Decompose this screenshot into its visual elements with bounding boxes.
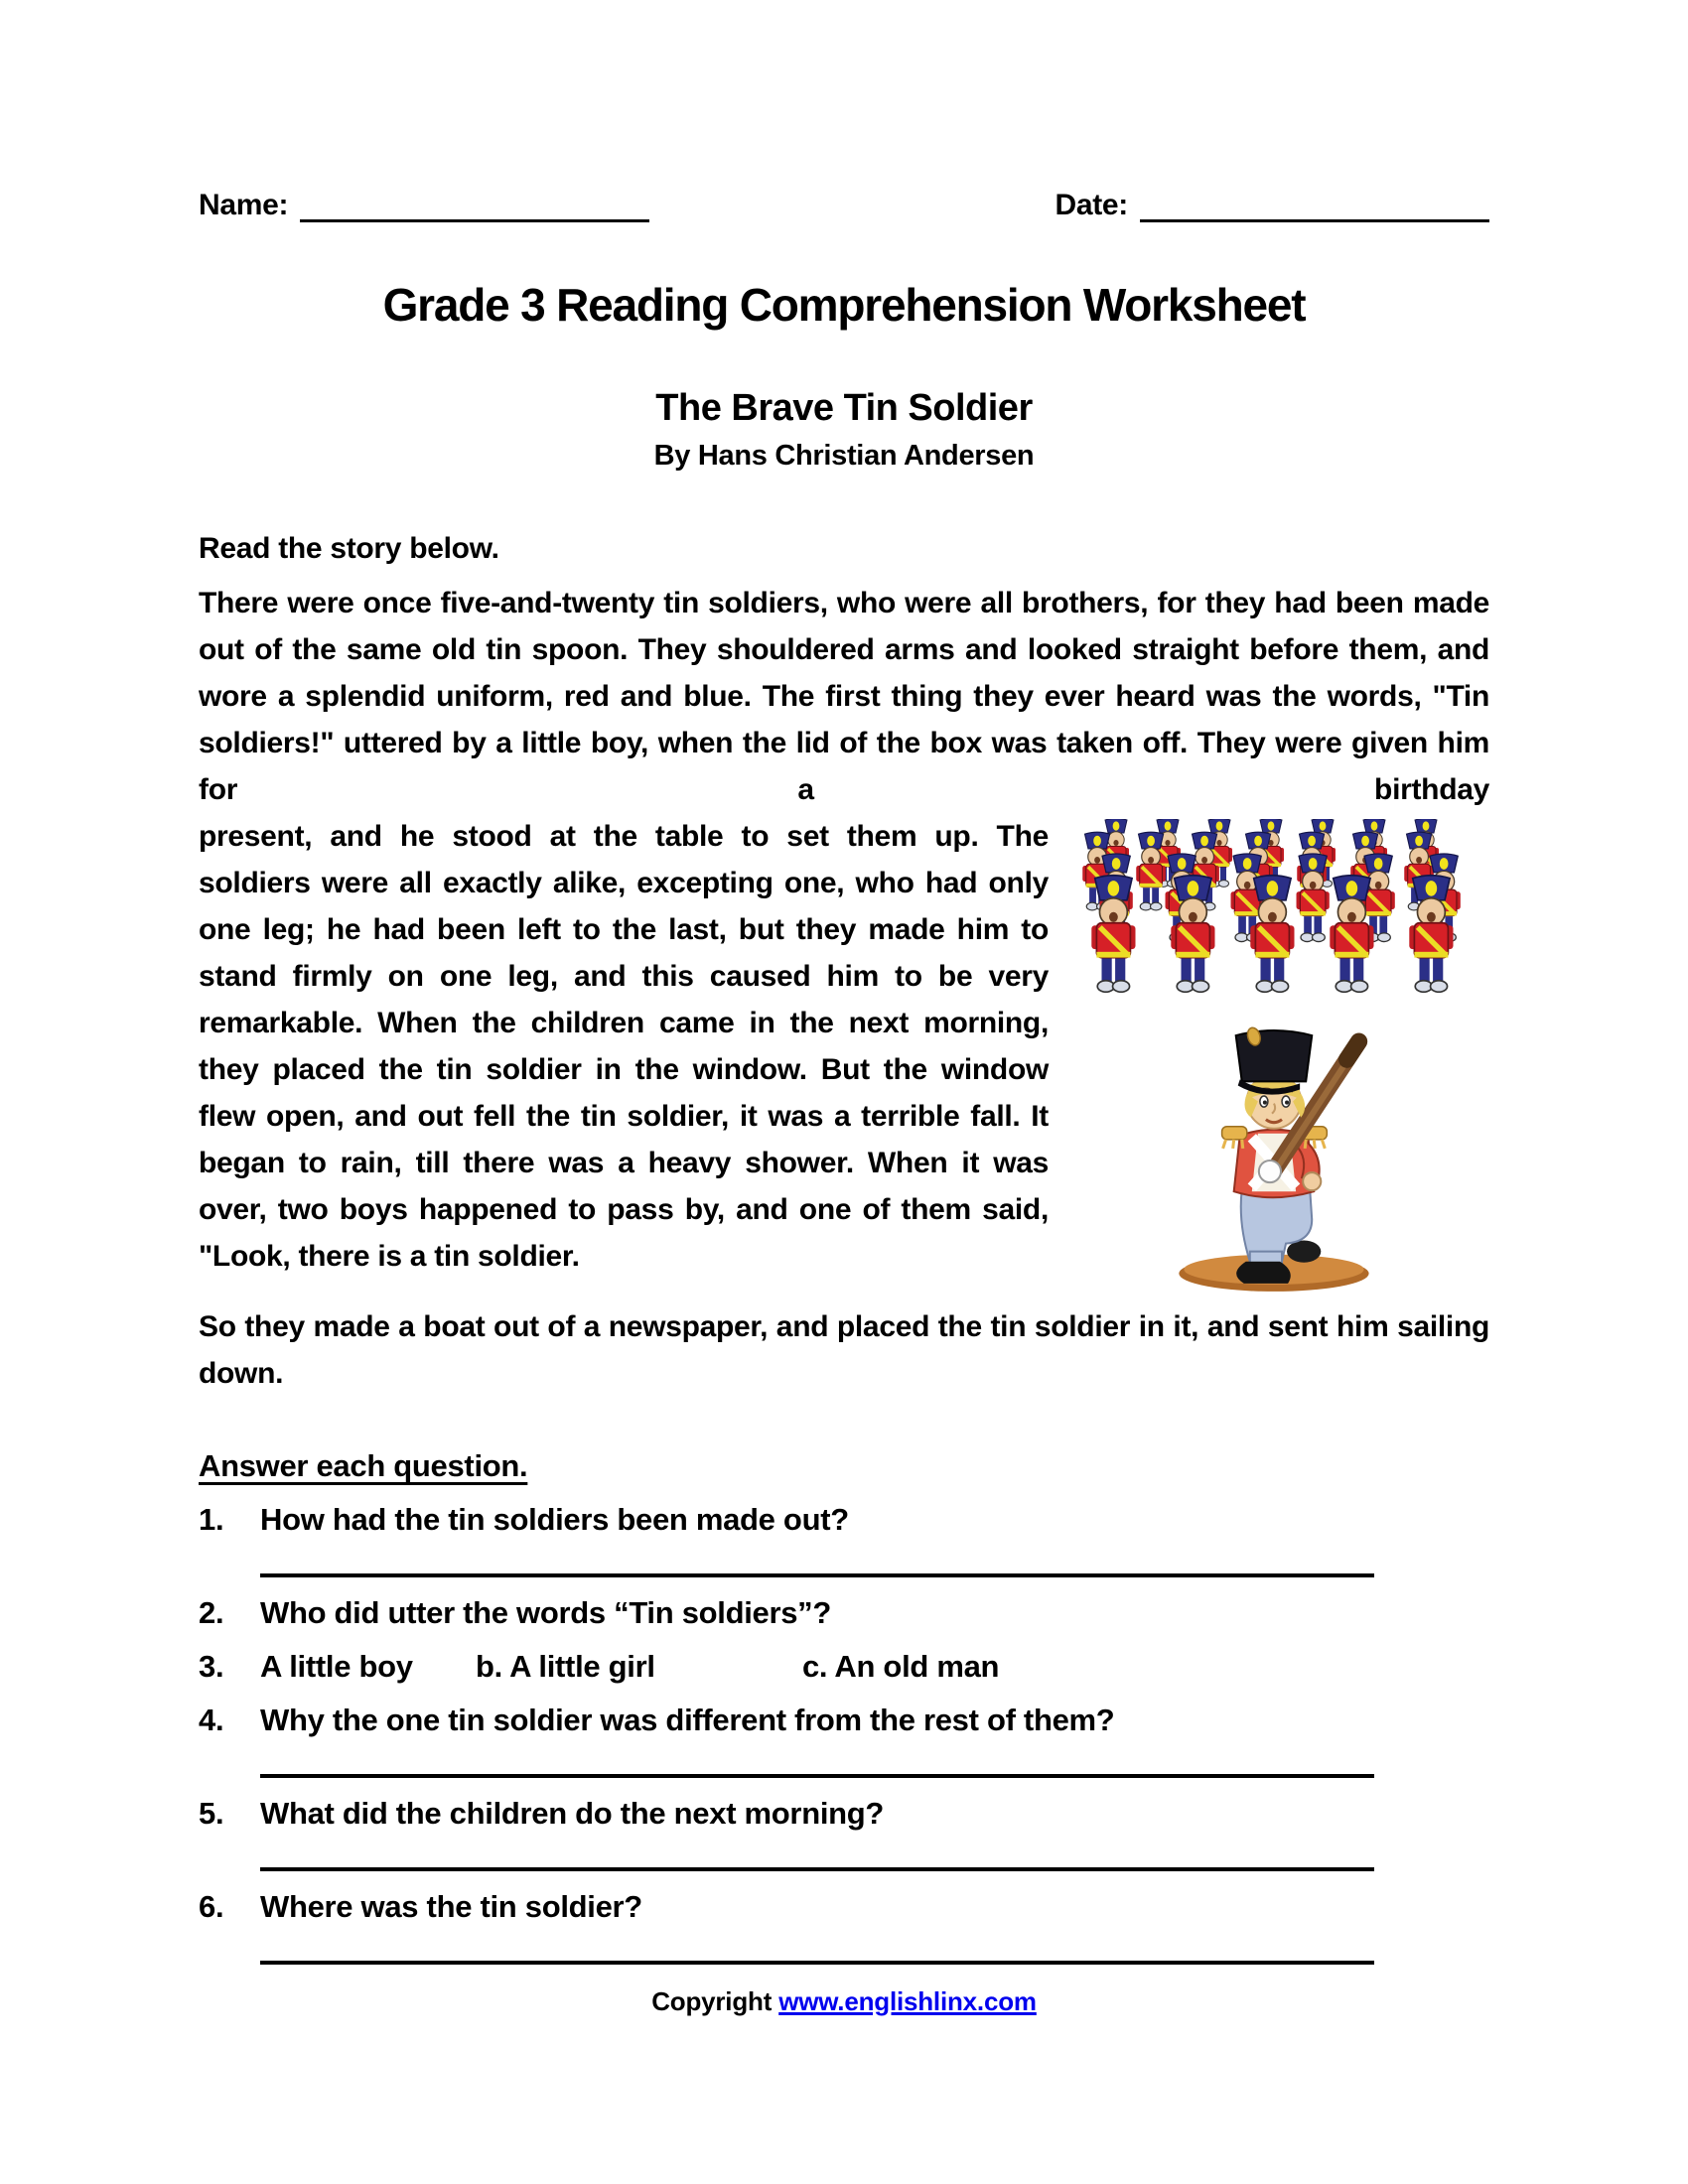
question-number: 6.: [199, 1889, 224, 1924]
worksheet-title: Grade 3 Reading Comprehension Worksheet: [382, 279, 1306, 331]
tin-soldiers-group-image: [1068, 819, 1489, 1010]
copyright-label: Copyright: [651, 1986, 773, 2016]
answer-option-c: c. An old man: [801, 1649, 1000, 1684]
question-row-5: [199, 1796, 1489, 1832]
answer-option-b: b. A little girl: [476, 1649, 655, 1684]
answer-line-6: [260, 1961, 1374, 1965]
question-row-1: [199, 1502, 1489, 1538]
question-row-4: [199, 1703, 1489, 1738]
story-paragraph-part1: There were once five-and-twenty tin soldiers, who were all brothers, for they had been made out of the same old tin spoon. They shouldered arms and looked straight before them, and wore a splendid uniform, red and blue. The first thing they ever heard was the words, "Tin soldiers!" uttered by a little boy, when the lid of the box was taken off. They were given him for a birthday: [199, 587, 1489, 806]
question-text: Why the one tin soldier was different from the rest of them?: [260, 1703, 1115, 1737]
answer-line-5: [260, 1867, 1374, 1871]
question-options: [260, 1649, 1489, 1685]
story-illustrations: [1049, 819, 1489, 1303]
question-number: 3.: [199, 1649, 224, 1684]
story-middle-section: [199, 813, 1489, 1303]
question-row-2: [199, 1595, 1489, 1631]
name-label: Name:: [199, 189, 289, 221]
read-instruction: Read the story below.: [199, 532, 499, 565]
question-text: What did the children do the next morning?: [260, 1796, 885, 1831]
answer-line-4: [260, 1774, 1374, 1778]
story-title: The Brave Tin Soldier: [655, 387, 1033, 429]
story-paragraph-part3: So they made a boat out of a newspaper, and placed the tin soldier in it, and sent him sailing down.: [199, 1310, 1489, 1390]
date-blank-line: [1140, 189, 1489, 222]
date-group: [1055, 189, 1489, 222]
question-text: How had the tin soldiers been made out?: [260, 1502, 849, 1537]
question-number: 4.: [199, 1703, 224, 1737]
answer-line-1: [260, 1573, 1374, 1577]
copyright-row: [199, 1986, 1489, 2017]
name-blank-line: [300, 189, 649, 222]
copyright-link[interactable]: www.englishlinx.com: [778, 1986, 1037, 2016]
answer-option-a: A little boy: [260, 1649, 413, 1684]
story-paragraph-part2: present, and he stood at the table to set them up. The soldiers were all exactly alike, excepting one, who had only one leg; he had been left to the last, but they made him to stand firmly on one leg, and this caused him to be very remarkable. When the children came in the next morning, they placed the tin soldier in the window. But the window flew open, and out fell the tin soldier, it was a terrible fall. It began to rain, till there was a heavy shower. When it was over, two boys happened to pass by, and one of them said, "Look, there is a tin soldier.: [199, 820, 1049, 1273]
questions-heading: Answer each question.: [199, 1448, 528, 1483]
question-row-3: [199, 1649, 1489, 1685]
single-tin-soldier-image: [1154, 1024, 1404, 1303]
question-number: 5.: [199, 1796, 224, 1831]
date-label: Date:: [1055, 189, 1128, 221]
question-row-6: [199, 1889, 1489, 1925]
name-date-row: [199, 189, 1489, 222]
question-text: Where was the tin soldier?: [260, 1889, 642, 1924]
story-byline: By Hans Christian Andersen: [653, 440, 1035, 472]
question-number: 1.: [199, 1502, 224, 1537]
question-text: Who did utter the words “Tin soldiers”?: [260, 1595, 832, 1630]
question-number: 2.: [199, 1595, 224, 1630]
